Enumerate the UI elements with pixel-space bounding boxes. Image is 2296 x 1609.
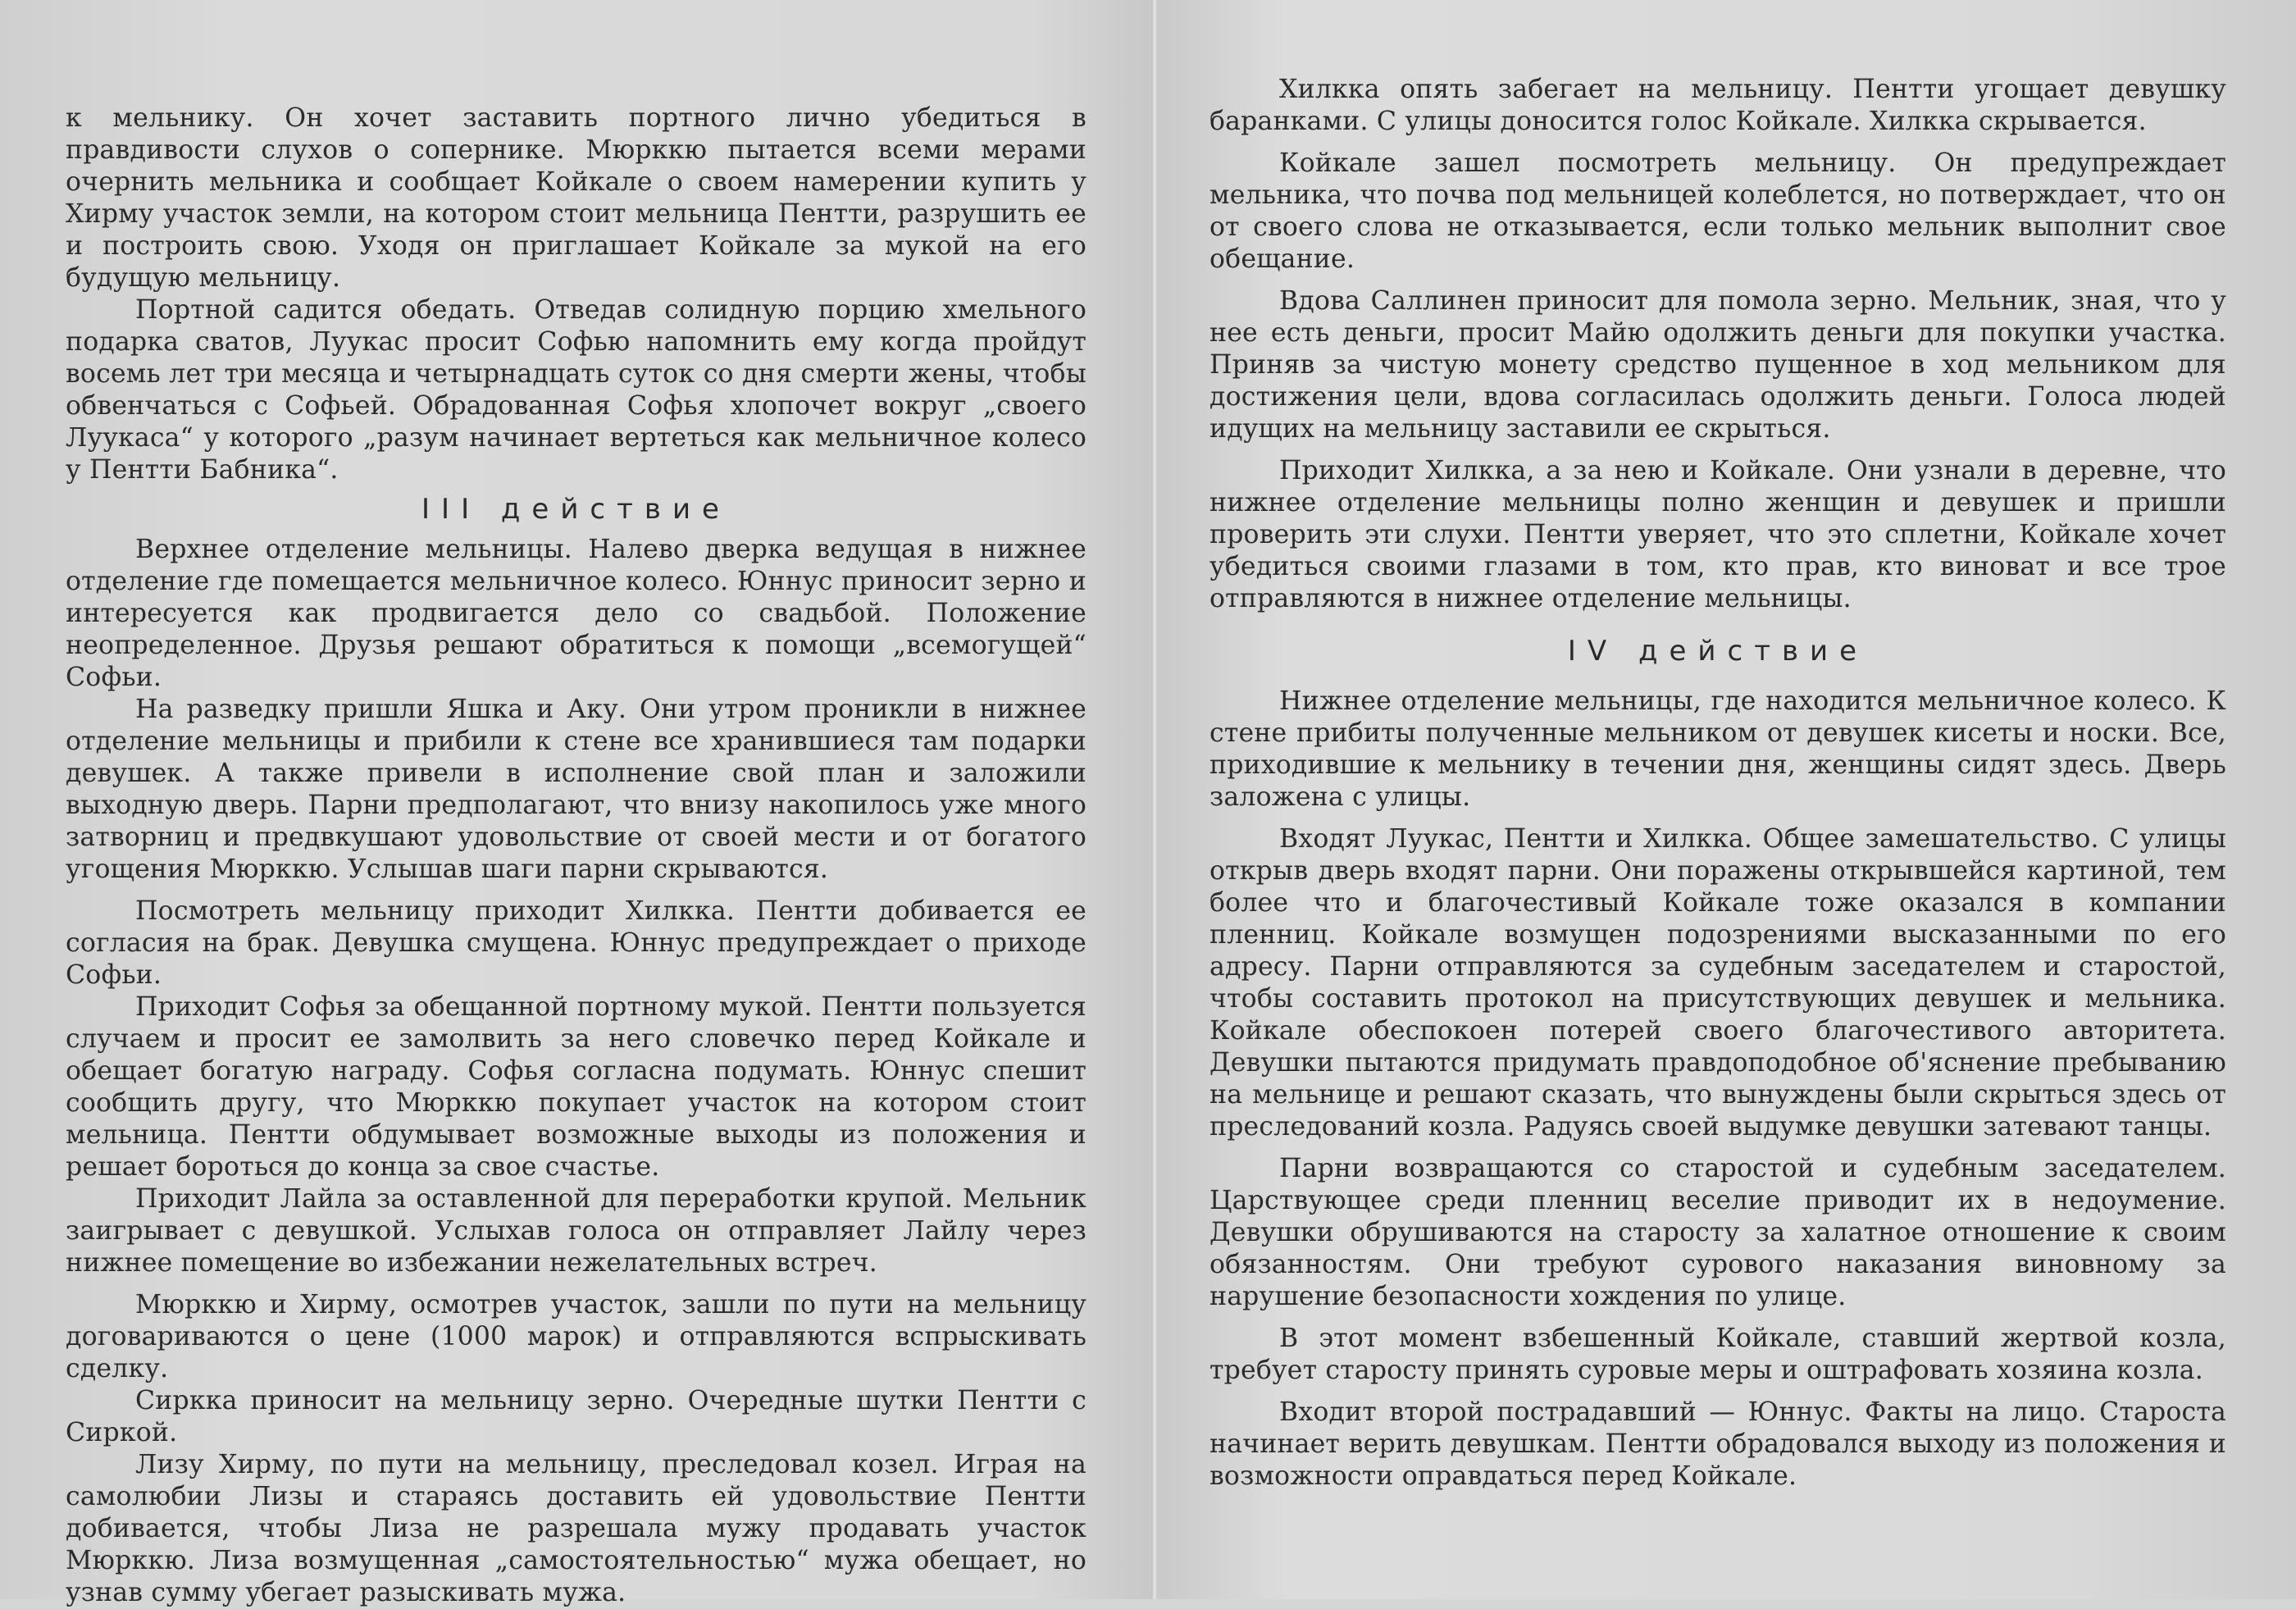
left-page: [66, 0, 1086, 1607]
act-heading: III действие: [421, 493, 731, 526]
paragraph: Входят Луукас, Пентти и Хилкка. Общее замешательство. С улицы открыв дверь входят парни. Они поражены открывшейся картиной, тем более что и благочестивый Койкале тоже оказался в компании пленниц. Койкале возмущен подозрениями высказанными по его адресу. Парни отправляются за судебным заседателем и старостой, чтобы составить протокол на присутствующих девушек и мельника. Койкале обеспокоен потерей своего благочестивого авторитета. Девушки пытаются придумать правдоподобное об'яснение пребыванию на мельнице и решают сказать, что вынуждены были скрыться здесь от преследований козла. Радуясь своей выдумке девушки затевают танцы.: [1210, 824, 2226, 1142]
right-page: [1210, 0, 2226, 1599]
paragraph: Мюрккю и Хирму, осмотрев участок, зашли по пути на мельницу договариваются о цене (1000 марок) и отправляются вспрыскивать сделку.: [66, 1290, 1086, 1383]
paragraph: Приходит Софья за обещанной портному мукой. Пентти пользуется случаем и просит ее замолвить за него словечко перед Койкале и обещает богатую награду. Софья согласна подумать. Юннус спешит сообщить другу, что Мюрккю покупает участок на котором стоит мельница. Пентти обдумывает возможные выходы из положения и решает бороться до конца за свое счастье.: [66, 992, 1086, 1182]
right-page-text: [1210, 0, 2226, 1493]
paragraph: Парни возвращаются со старостой и судебным заседателем. Царствующее среди пленниц веселие приводит их в недоумение. Девушки обрушиваются на старосту за халатное отношение к своим обязанностям. Они требуют сурового наказания виновному за нарушение безопасности хождения по улице.: [1210, 1154, 2226, 1311]
paragraph: Портной садится обедать. Отведав солидную порцию хмельного подарка сватов, Луукас просит Софью напомнить ему когда пройдут восемь лет три месяца и четырнадцать суток со дня смерти жены, чтобы обвенчаться с Софьей. Обрадованная Софья хлопочет вокруг „своего Луукаса“ у которого „разум начинает вертеться как мельничное колесо у Пентти Бабника“.: [66, 295, 1086, 485]
paragraph: Нижнее отделение мельницы, где находится мельничное колесо. К стене прибиты полученные мельником от девушек кисеты и носки. Все, приходившие к мельнику в течении дня, женщины сидят здесь. Дверь заложена с улицы.: [1210, 686, 2226, 812]
paragraph: Вдова Саллинен приносит для помола зерно. Мельник, зная, что у нее есть деньги, просит Майю одолжить деньги для покупки участка. Приняв за чистую монету средство пущенное в ход мельником для достижения цели, вдова согласилась одолжить деньги. Голоса людей идущих на мельницу заставили ее скрыться.: [1210, 286, 2226, 444]
act-heading: IV действие: [1567, 635, 1869, 668]
paragraph: Приходит Хилкка, а за нею и Койкале. Они узнали в деревне, что нижнее отделение мельницы полно женщин и девушек и пришли проверить эти слухи. Пентти уверяет, что это сплетни, Койкале хочет убедиться своими глазами в том, кто прав, кто виноват и все трое отправляются в нижнее отделение мельницы.: [1210, 456, 2226, 613]
paragraph: Лизу Хирму, по пути на мельницу, преследовал козел. Играя на самолюбии Лизы и стараясь доставить ей удовольствие Пентти добивается, чтобы Лиза не разрешала мужу продавать участок Мюрккю. Лиза возмущенная „самостоятельностью“ мужа обещает, но узнав сумму убегает разыскивать мужа.: [66, 1450, 1086, 1607]
book-gutter: [1151, 0, 1158, 1599]
paragraph: Хилкка опять забегает на мельницу. Пентти угощает девушку баранками. С улицы доносится голос Койкале. Хилкка скрывается.: [1210, 75, 2226, 136]
paragraph: Входит второй пострадавший — Юннус. Факты на лицо. Староста начинает верить девушкам. Пентти обрадовался выходу из положения и возможности оправдаться перед Койкале.: [1210, 1397, 2226, 1491]
paragraph: На разведку пришли Яшка и Аку. Они утром проникли в нижнее отделение мельницы и прибили к стене все хранившиеся там подарки девушек. А также привели в исполнение свой план и заложили выходную дверь. Парни предполагают, что внизу накопилось уже много затворниц и предвкушают удовольствие от своей мести и от богатого угощения Мюрккю. Услышав шаги парни скрываются.: [66, 695, 1086, 884]
paragraph: Койкале зашел посмотреть мельницу. Он предупреждает мельника, что почва под мельницей колеблется, но потверждает, что он от своего слова не отказывается, если только мельник выполнит свое обещание.: [1210, 148, 2226, 274]
paragraph: Посмотреть мельницу приходит Хилкка. Пентти добивается ее согласия на брак. Девушка смущена. Юннус предупреждает о приходе Софьи.: [66, 896, 1086, 990]
left-page-text: [66, 0, 1086, 1609]
paragraph: к мельнику. Он хочет заставить портного лично убедиться в правдивости слухов о сопернике. Мюрккю пытается всеми мерами очернить мельника и сообщает Койкале о своем намерении купить у Хирму участок земли, на котором стоит мельница Пентти, разрушить ее и построить свою. Уходя он приглашает Койкале за мукой на его будущую мельницу.: [66, 103, 1086, 293]
paragraph: Приходит Лайла за оставленной для переработки крупой. Мельник заигрывает с девушкой. Услыхав голоса он отправляет Лайлу через нижнее помещение во избежании нежелательных встреч.: [66, 1184, 1086, 1278]
paragraph: Сиркка приносит на мельницу зерно. Очередные шутки Пентти с Сиркой.: [66, 1386, 1086, 1447]
paragraph: Верхнее отделение мельницы. Налево дверка ведущая в нижнее отделение где помещается мельничное колесо. Юннус приносит зерно и интересуется как продвигается дело со свадьбой. Положение неопределенное. Друзья решают обратиться к помощи „всемогущей“ Софьи.: [66, 535, 1086, 692]
paragraph: В этот момент взбешенный Койкале, ставший жертвой козла, требует старосту принять суровые меры и оштрафовать хозяина козла.: [1210, 1324, 2226, 1385]
